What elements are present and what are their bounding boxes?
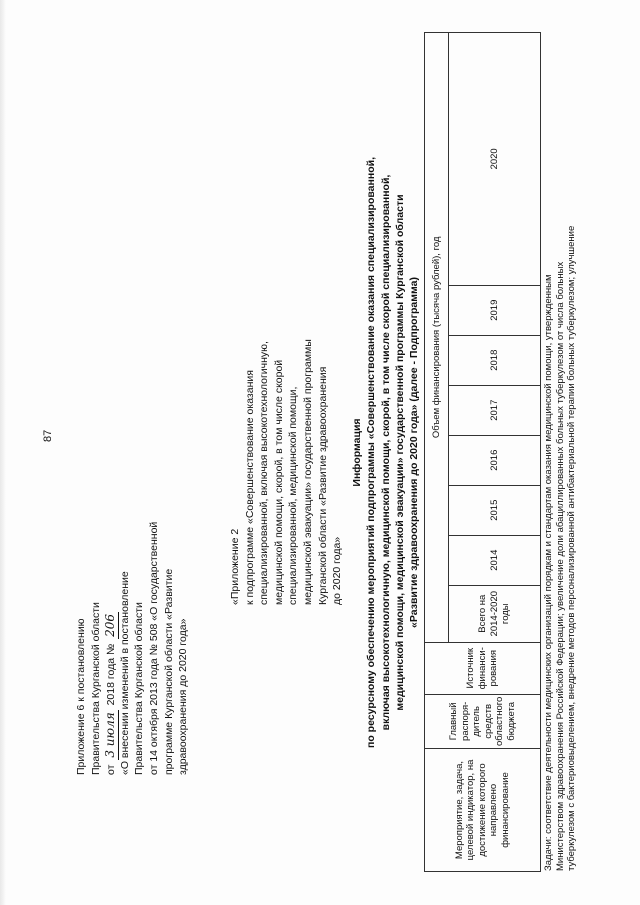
appendix2-line: к подпрограмме «Совершенствование оказания — [243, 370, 256, 605]
funding-table — [424, 32, 541, 872]
appendix6-line: Правительства Курганской области — [133, 602, 146, 775]
appendix-2-header — [228, 45, 345, 605]
header-administrator: Главный распоря-дитель средств областного бюджета — [425, 694, 541, 748]
header-total: Всего на 2014-2020 годы — [449, 585, 541, 642]
document-title — [350, 30, 421, 875]
title-line: по ресурсному обеспечению мероприятий подпрограммы «Совершенствование оказания специализированной, — [365, 157, 378, 748]
appendix2-line: медицинской эвакуации» государственной программы — [301, 339, 314, 605]
header-year: 2019 — [449, 285, 541, 335]
header-year: 2015 — [449, 485, 541, 535]
title-heading: Информация — [351, 418, 363, 487]
tasks-line: Задачи: соответствие деятельности медицинских организаций порядкам и стандартам оказания медицинской помощи, утвержденным — [543, 274, 554, 871]
header-year: 2020 — [449, 33, 541, 286]
appendix2-line: специализированной, медицинской помощи, — [287, 386, 300, 605]
appendix2-line: медицинской помощи, скорой, в том числе скорой — [272, 359, 285, 605]
header-funding-volume: Объем финансирования (тысяча рублей), год — [425, 33, 449, 643]
tasks-line: Министерством здравоохранения Российской Федерации; увеличение доли абациллированных больных туберкулезом от числа больных — [554, 261, 566, 871]
table-header-row — [425, 33, 449, 872]
header-year: 2017 — [449, 385, 541, 435]
handwritten-number: 206 — [103, 613, 118, 637]
appendix2-line: до 2020 года» — [331, 536, 344, 605]
header-measure: Мероприятие, задача, целевой индикатор, на достижение которого направлено финансирование — [425, 749, 541, 872]
title-line: включая высокотехнологичную, медицинской помощи, скорой, в том числе скорой специализированной, — [379, 174, 392, 731]
appendix6-line: Приложение 6 к постановлению — [75, 618, 87, 775]
appendix2-line: Курганской области «Развитие здравоохранения — [316, 366, 329, 605]
header-year: 2018 — [449, 335, 541, 385]
date-mid: 2018 года № — [105, 643, 118, 706]
appendix2-line: «Приложение 2 — [229, 528, 241, 605]
appendix6-line: «О внесении изменений в постановление — [118, 571, 131, 775]
appendix-6-header — [74, 305, 191, 775]
date-prefix: от — [105, 764, 118, 775]
title-line: «Развитие здравоохранения до 2020 года» (далее - Подпрограмма) — [408, 277, 421, 628]
page-number: 87 — [42, 429, 54, 442]
header-year: 2014 — [449, 535, 541, 585]
tasks-line: туберкулезом с бактериовыделением, внедрение методов персонализированной антибактериальной терапии больных туберкулезом; улучшение — [566, 225, 577, 871]
title-line: медицинской помощи, медицинской эвакуации» государственной программы Курганской области — [393, 194, 406, 711]
appendix6-line: программе Курганской области «Развитие — [162, 568, 175, 775]
tasks-text — [543, 31, 578, 871]
header-year: 2016 — [449, 435, 541, 485]
appendix6-date-line — [103, 305, 118, 775]
header-source: Источник финанси-рования — [425, 642, 541, 694]
appendix6-line: от 14 октября 2013 года № 508 «О государственной — [147, 521, 160, 775]
appendix2-line: специализированной, включая высокотехнологичную, — [258, 341, 271, 605]
handwritten-date: 3 июля — [103, 712, 118, 758]
appendix6-line: здравоохранения до 2020 года» — [177, 618, 190, 775]
appendix6-line: Правительства Курганской области — [89, 602, 102, 775]
